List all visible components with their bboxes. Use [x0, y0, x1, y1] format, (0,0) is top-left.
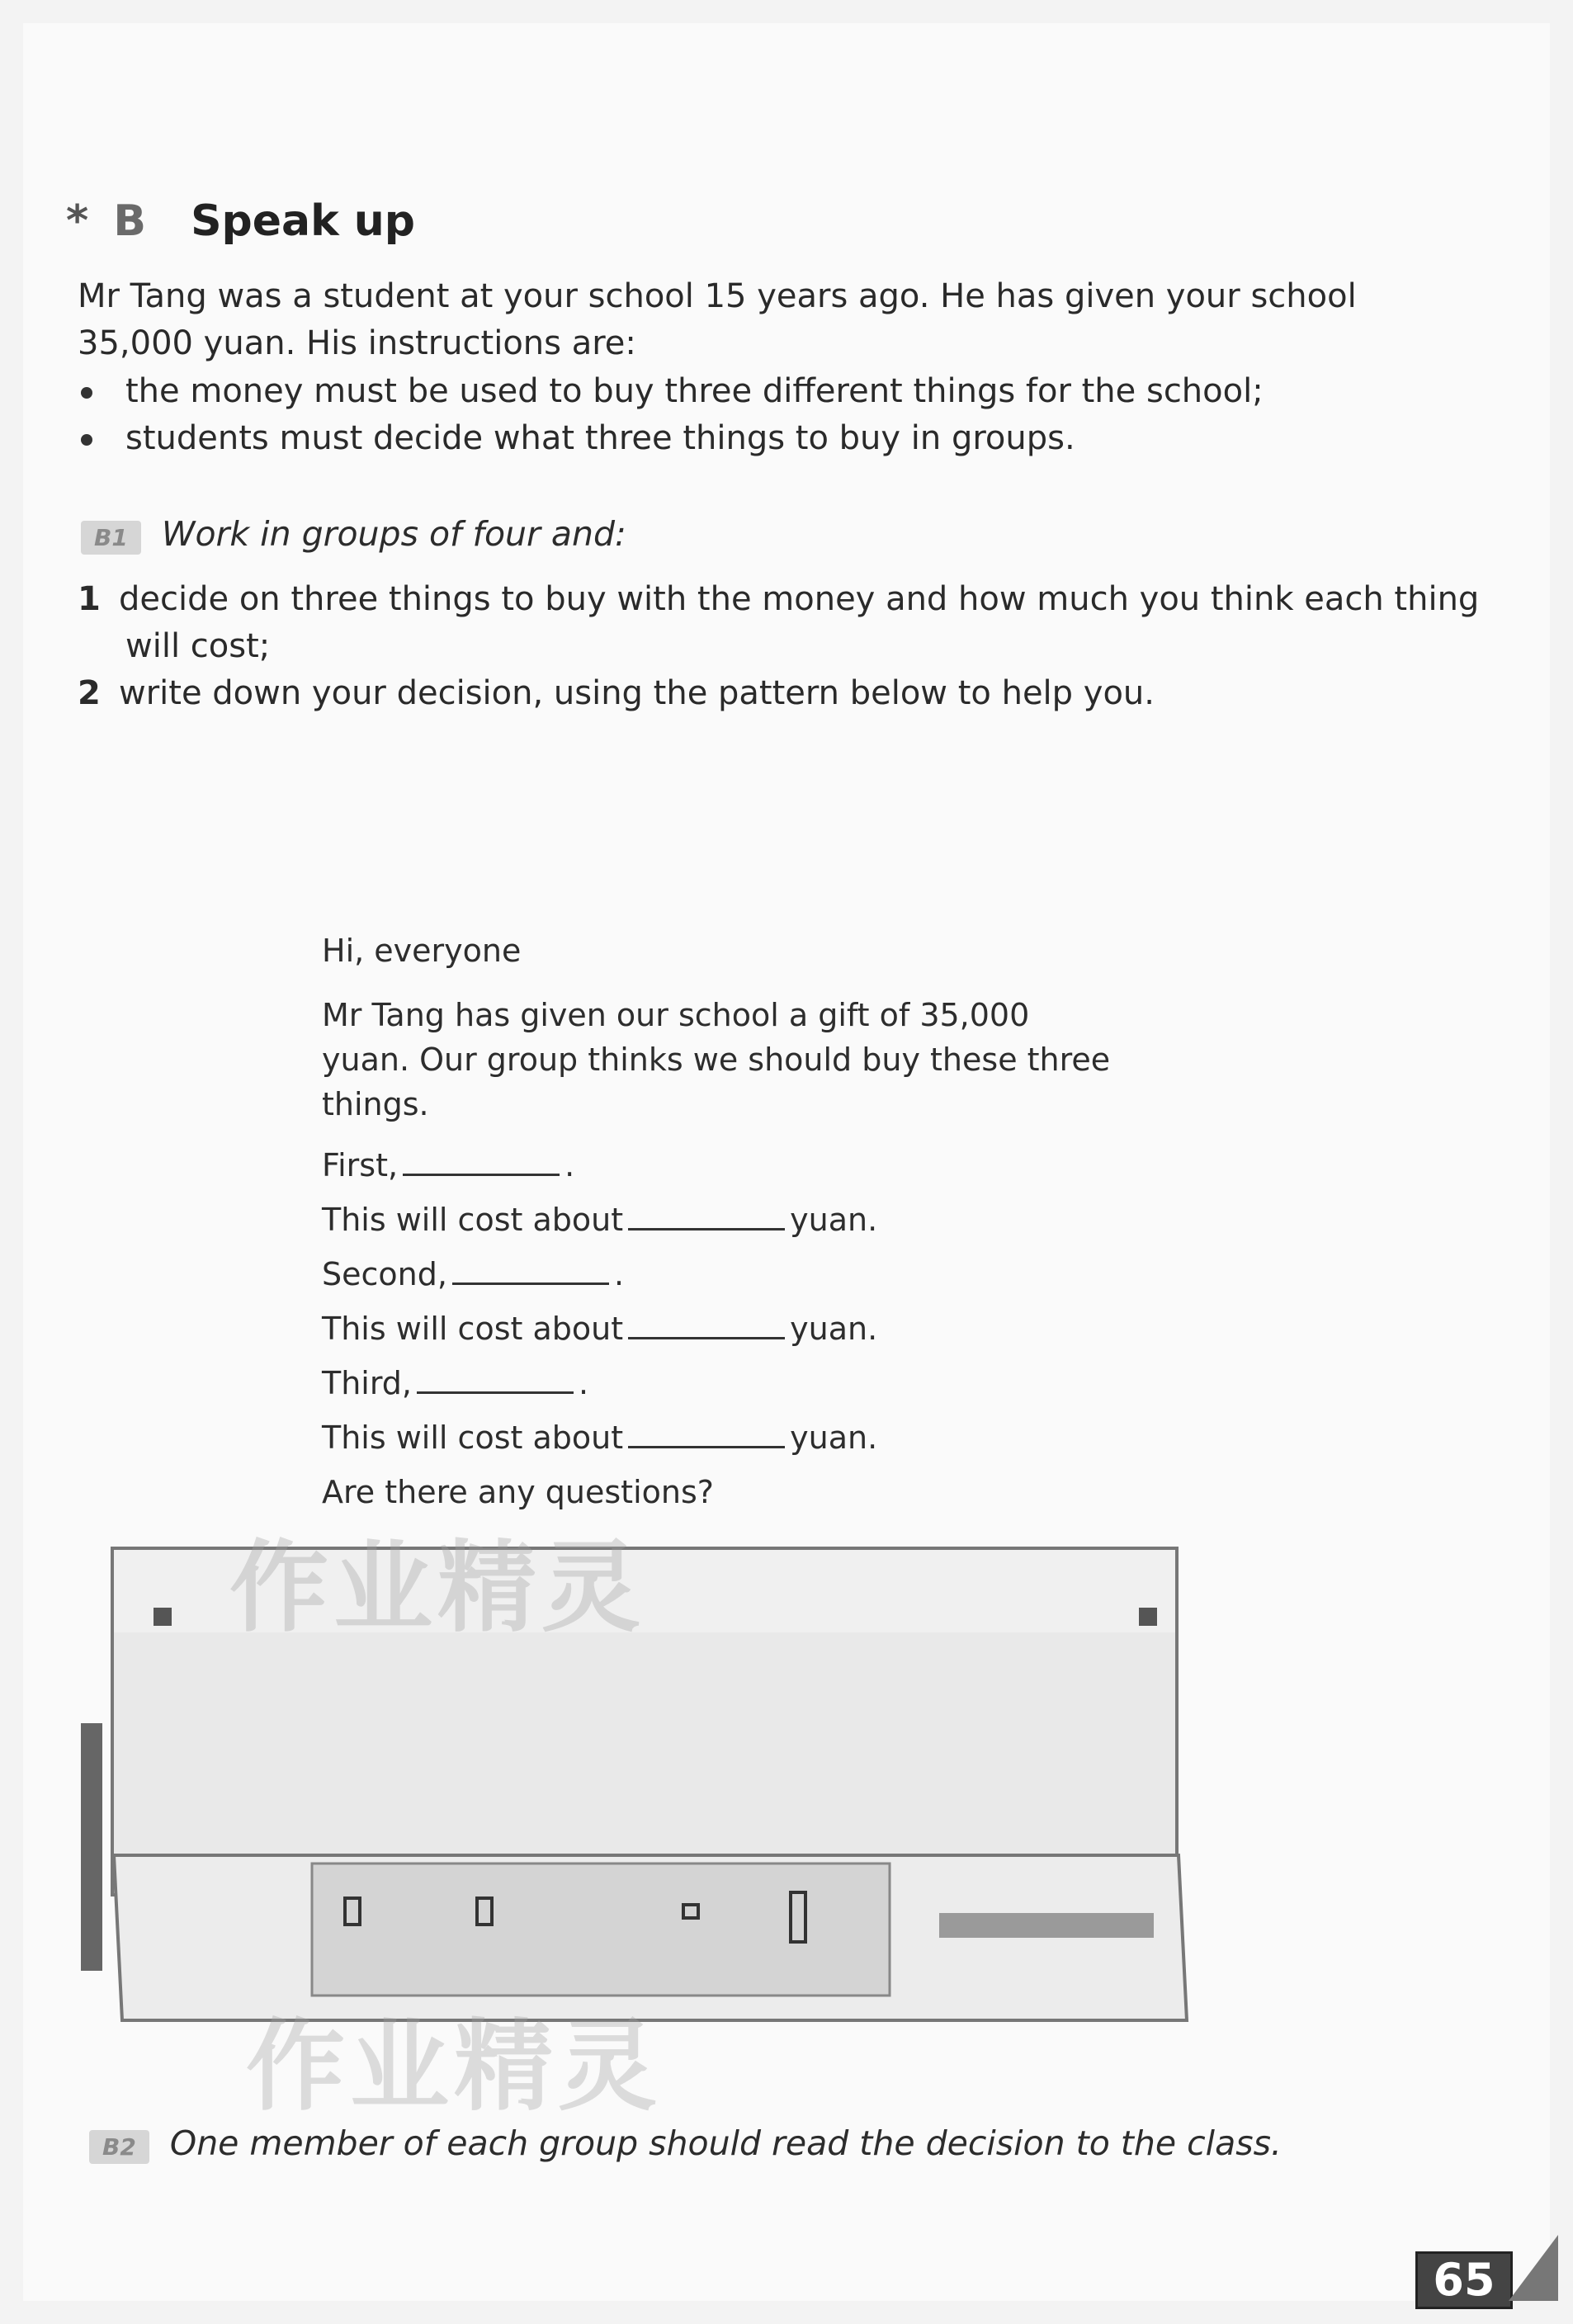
- list-item-continuation: will cost;: [125, 627, 271, 665]
- blank-line[interactable]: [417, 1367, 574, 1394]
- optional-star: *: [66, 196, 89, 246]
- blank-line[interactable]: [628, 1203, 785, 1230]
- watermark: 作业精灵: [246, 2010, 662, 2124]
- textbook-page: [23, 23, 1550, 2306]
- bullet-dot-icon: [81, 434, 92, 446]
- blank-line[interactable]: [628, 1421, 785, 1448]
- intro-line-2: 35,000 yuan. His instructions are:: [78, 324, 636, 362]
- page-corner-decoration: [1509, 2235, 1558, 2301]
- b2-badge: B2: [89, 2130, 149, 2164]
- intro-bullets: [81, 368, 1264, 462]
- intro-paragraph: [78, 273, 1357, 367]
- printer-paper-slot: [939, 1913, 1154, 1938]
- b1-instruction-row: [81, 514, 626, 555]
- paper-guide-right-icon: [1139, 1608, 1157, 1626]
- pattern-first: First, .: [322, 1147, 575, 1183]
- section-title: Speak up: [191, 196, 416, 246]
- b2-instruction: One member of each group should read the decision to the class.: [169, 2123, 1282, 2163]
- pattern-cost: This will cost about yuan.: [322, 1311, 878, 1347]
- letter-closing: Are there any questions?: [322, 1474, 714, 1510]
- blank-line[interactable]: [403, 1149, 560, 1176]
- section-letter: B: [113, 196, 146, 246]
- intro-line-1: Mr Tang was a student at your school 15 years ago. He has given your school: [78, 277, 1357, 315]
- pattern-third: Third, .: [322, 1365, 589, 1401]
- printer-control-panel: [312, 1863, 890, 1996]
- watermark: 作业精灵: [229, 1531, 645, 1646]
- section-heading: [66, 196, 415, 246]
- pattern-cost: This will cost about yuan.: [322, 1419, 878, 1456]
- b1-list: [78, 576, 1481, 717]
- list-item: 1 decide on three things to buy with the money and how much you think each thing: [78, 580, 1480, 618]
- b1-badge: B1: [81, 521, 141, 555]
- bullet-item: the money must be used to buy three different things for the school;: [81, 368, 1264, 415]
- letter-body-line: things.: [322, 1086, 429, 1122]
- b2-instruction-row: [89, 2123, 1282, 2164]
- letter-pattern: [322, 928, 1147, 1514]
- pattern-cost: This will cost about yuan.: [322, 1202, 878, 1238]
- list-item: 2 write down your decision, using the pattern below to help you.: [78, 674, 1155, 712]
- blank-line[interactable]: [452, 1258, 609, 1285]
- pattern-second: Second, .: [322, 1256, 625, 1292]
- bullet-dot-icon: [81, 387, 92, 399]
- page-number: 65: [1415, 2251, 1513, 2309]
- blank-line[interactable]: [628, 1312, 785, 1339]
- letter-body-line: yuan. Our group thinks we should buy these three: [322, 1042, 1111, 1078]
- paper-guide-left-icon: [154, 1608, 172, 1626]
- letter-greeting: Hi, everyone: [322, 933, 522, 969]
- printer-side-shadow: [81, 1723, 102, 1971]
- letter-body-line: Mr Tang has given our school a gift of 35,000: [322, 997, 1030, 1033]
- bullet-item: students must decide what three things to buy in groups.: [81, 415, 1264, 462]
- b1-instruction: Work in groups of four and:: [161, 514, 626, 554]
